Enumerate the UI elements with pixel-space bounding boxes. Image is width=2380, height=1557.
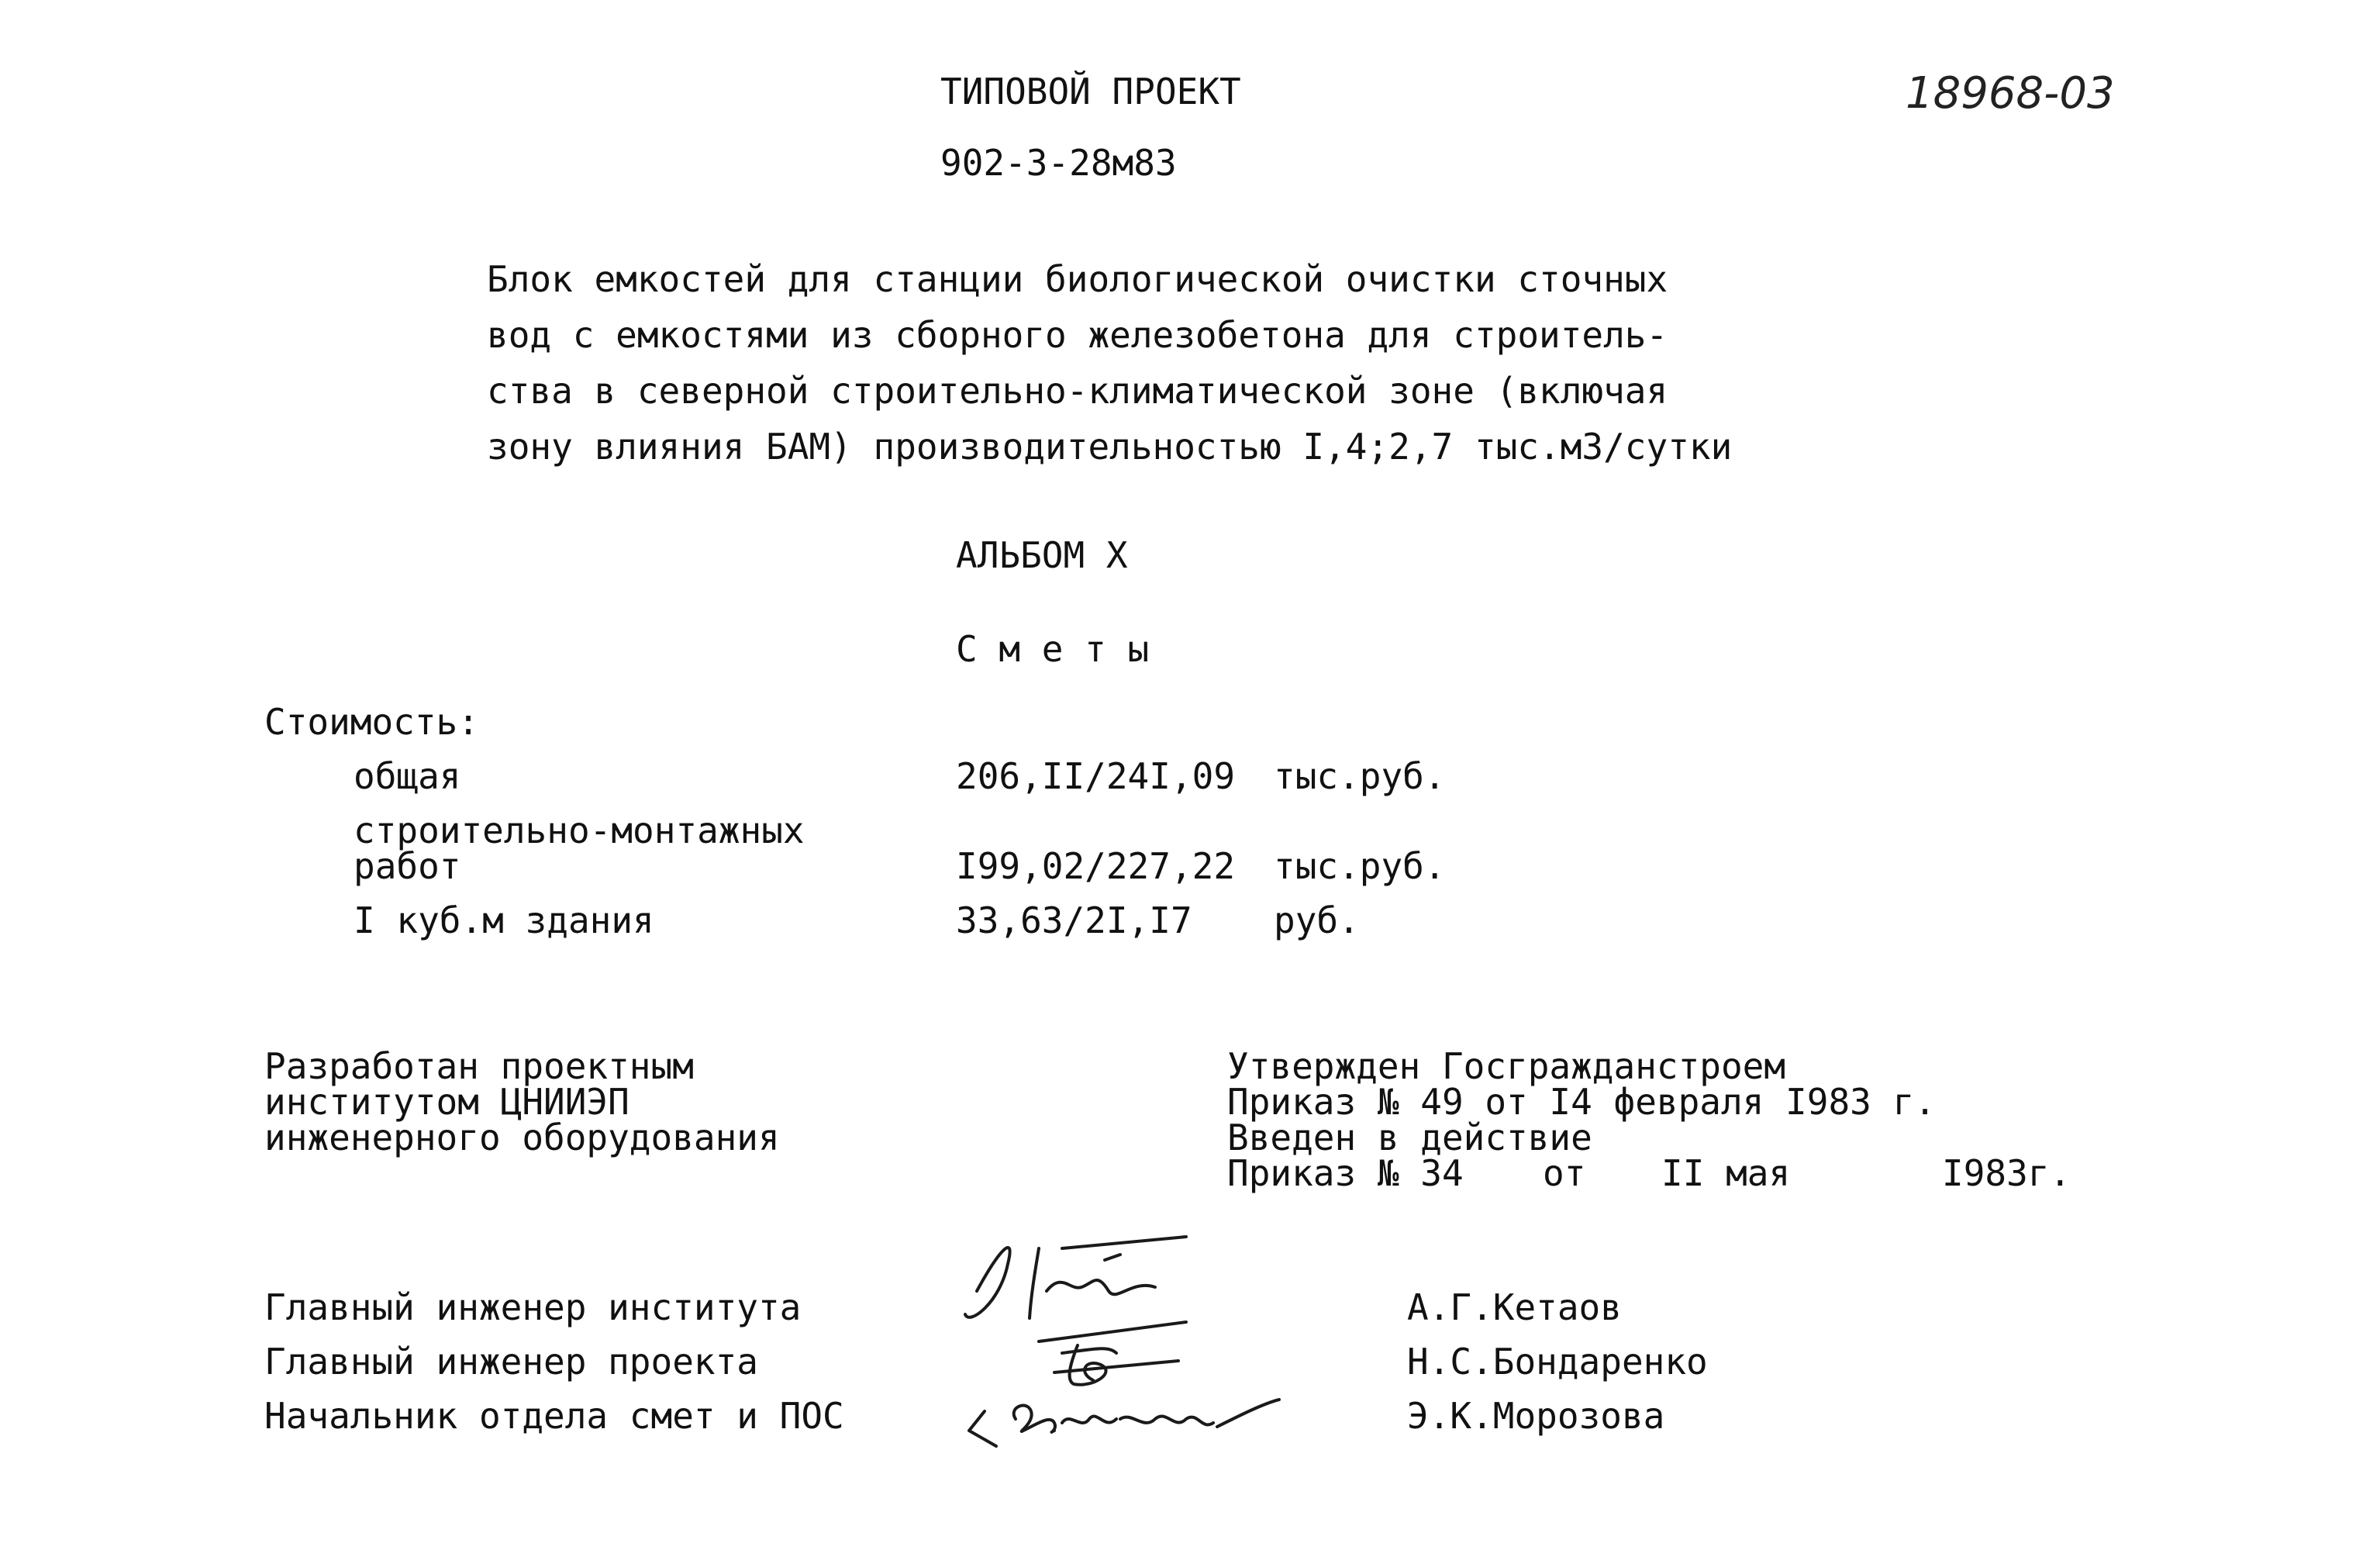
cost-value-total: 206,II/24I,09 [956,755,1236,797]
developer-line: инженерного оборудования [264,1117,780,1158]
signature-head-estimates-department [954,1376,1302,1454]
developer-line: институтом ЦНИИЭП [264,1081,629,1123]
cost-label-per-cubic-meter: I куб.м здания [354,899,654,941]
album-title: АЛЬБОМ X [956,534,1128,576]
archive-number: 18968-03 [1906,68,2115,119]
signatory-name: Э.К.Морозова [1407,1395,1665,1437]
description-line: зону влияния БАМ) производительностью I,4;2,7 тыс.м3/сутки [487,426,1733,468]
signatory-role: Главный инженер проекта [264,1341,758,1383]
cost-label-construction-line1: строительно-монтажных [354,810,805,851]
approval-order-from: от [1543,1152,1586,1194]
approval-line: Введен в действие [1227,1117,1592,1158]
cost-value-per-cubic-meter: 33,63/2I,I7 [956,899,1192,941]
cost-unit-construction: тыс.руб. [1274,845,1446,887]
cost-unit-total: тыс.руб. [1274,755,1446,797]
developer-line: Разработан проектным [264,1045,694,1087]
description-line: ства в северной строительно-климатической зоне (включая [487,370,1668,412]
description-line: Блок емкостей для станции биологической очистки сточных [487,258,1668,300]
signatory-name: А.Г.Кетаов [1407,1286,1622,1328]
approval-order-date: II мая [1661,1152,1791,1194]
album-subtitle: С м е т ы [956,628,1150,670]
cost-heading: Стоимость: [264,701,479,743]
approval-order-number: Приказ № 34 [1227,1152,1464,1194]
approval-order-year: I983г. [1942,1152,2071,1194]
approval-line: Утвержден Госгражданстроем [1227,1045,1786,1087]
cost-label-total: общая [354,755,461,797]
signatory-role: Главный инженер института [264,1286,802,1328]
doc-type-title: ТИПОВОЙ ПРОЕКТ [940,71,1241,112]
approval-line: Приказ № 49 от I4 февраля I983 г. [1227,1081,1936,1123]
cost-label-construction-line2: работ [354,845,461,887]
project-number: 902-3-28м83 [940,142,1177,184]
signatory-name: Н.С.Бондаренко [1407,1341,1708,1383]
description-line: вод с емкостями из сборного железобетона для строитель- [487,314,1668,356]
cost-unit-per-cubic-meter: руб. [1274,899,1360,941]
signatory-role: Начальник отдела смет и ПОС [264,1395,844,1437]
cost-value-construction: I99,02/227,22 [956,845,1236,887]
